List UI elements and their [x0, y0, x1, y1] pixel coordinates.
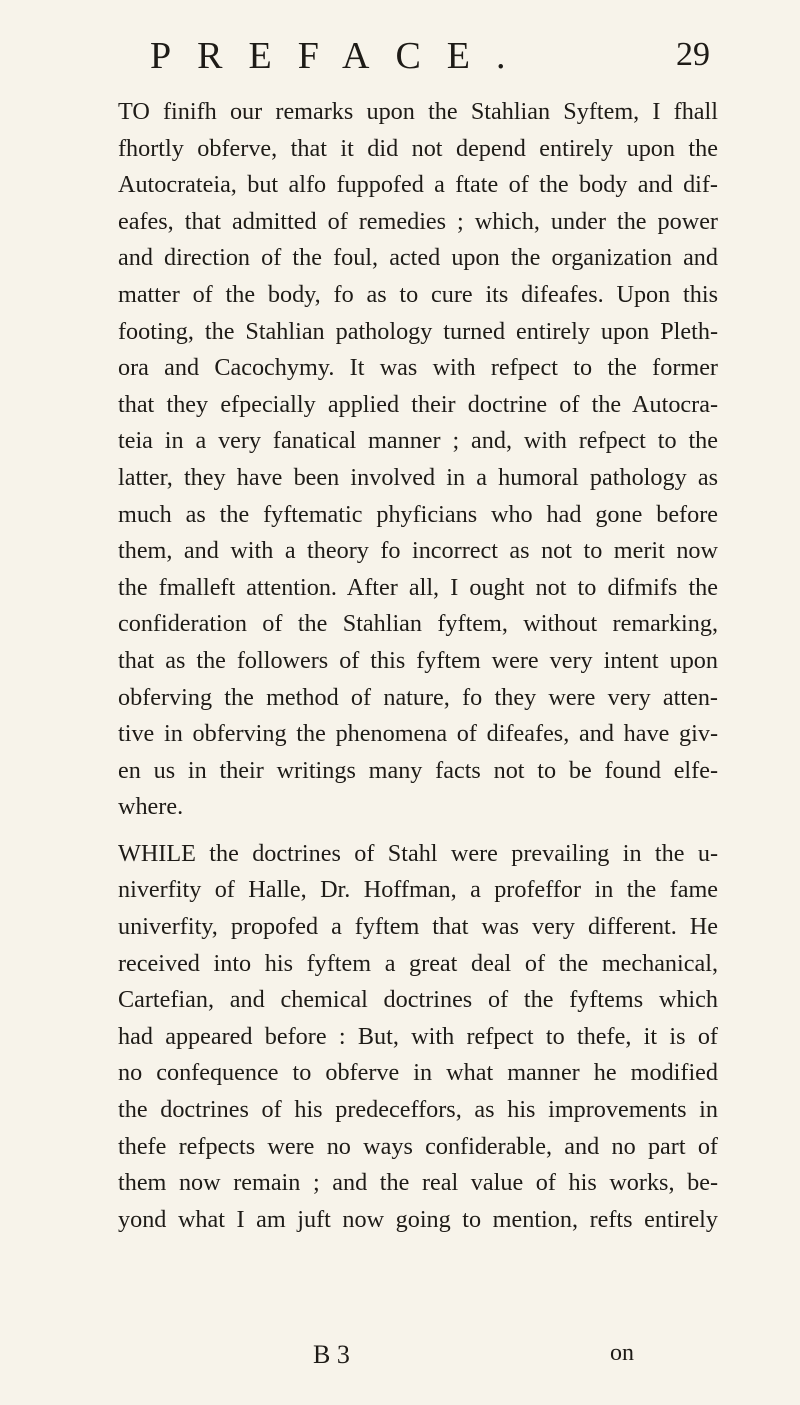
text-line: fhortly obferve, that it did not depend entirely upon the: [118, 134, 718, 162]
text-line: TO finifh our remarks upon the Stahlian Syftem, I fhall: [118, 98, 718, 125]
text-line: obferving the method of nature, fo they were very atten-: [118, 683, 718, 711]
running-head: PREFACE.: [150, 35, 532, 77]
text-line: that they efpecially applied their doctrine of the Autocra-: [118, 390, 718, 418]
text-line: tive in obferving the phenomena of difeafes, and have giv-: [118, 720, 718, 748]
page-footer: [0, 1340, 800, 1380]
text-line: Autocrateia, but alfo fuppofed a ftate of the body and dif-: [118, 171, 718, 199]
text-line: footing, the Stahlian pathology turned entirely upon Pleth-: [118, 317, 718, 345]
text-line: received into his fyftem a great deal of the mechanical,: [118, 949, 718, 977]
text-line: yond what I am juft now going to mention, refts entirely: [118, 1205, 718, 1233]
text-line: matter of the body, fo as to cure its difeafes. Upon this: [118, 280, 718, 308]
text-line: Cartefian, and chemical doctrines of the fyftems which: [118, 986, 718, 1014]
text-line: had appeared before : But, with refpect to thefe, it is of: [118, 1022, 718, 1050]
text-line: univerfity, propofed a fyftem that was very different. He: [118, 913, 718, 941]
text-line: that as the followers of this fyftem were very intent upon: [118, 646, 718, 674]
paragraph-hoffman-system: [118, 836, 718, 1239]
catchword: on: [610, 1340, 634, 1366]
text-line: niverfity of Halle, Dr. Hoffman, a profeffor in the fame: [118, 876, 718, 904]
text-line: where.: [118, 793, 184, 821]
page-header: [150, 34, 710, 84]
text-line: the fmalleft attention. After all, I ought not to difmifs the: [118, 573, 718, 601]
text-line: confideration of the Stahlian fyftem, without remarking,: [118, 610, 718, 638]
text-line: thefe refpects were no ways confiderable, and no part of: [118, 1132, 718, 1160]
text-line: and direction of the foul, acted upon the organization and: [118, 244, 718, 272]
text-line: latter, they have been involved in a humoral pathology as: [118, 463, 718, 491]
signature-mark: B 3: [313, 1340, 350, 1369]
text-line: them, and with a theory fo incorrect as not to merit now: [118, 537, 718, 565]
text-line: much as the fyftematic phyficians who had gone before: [118, 500, 718, 528]
body-text: [118, 94, 718, 1238]
text-line: en us in their writings many facts not to be found elfe-: [118, 756, 718, 784]
page-number: 29: [676, 36, 710, 73]
text-line: ora and Cacochymy. It was with refpect to the former: [118, 354, 718, 382]
text-line: WHILE the doctrines of Stahl were prevailing in the u-: [118, 839, 718, 867]
text-line: eafes, that admitted of remedies ; which, under the power: [118, 207, 718, 235]
text-line: the doctrines of his predeceffors, as his improvements in: [118, 1096, 718, 1124]
text-line: them now remain ; and the real value of his works, be-: [118, 1169, 718, 1197]
paragraph-stahlian-system: [118, 94, 718, 826]
text-line: teia in a very fanatical manner ; and, with refpect to the: [118, 427, 718, 455]
text-line: no confequence to obferve in what manner he modified: [118, 1059, 718, 1087]
